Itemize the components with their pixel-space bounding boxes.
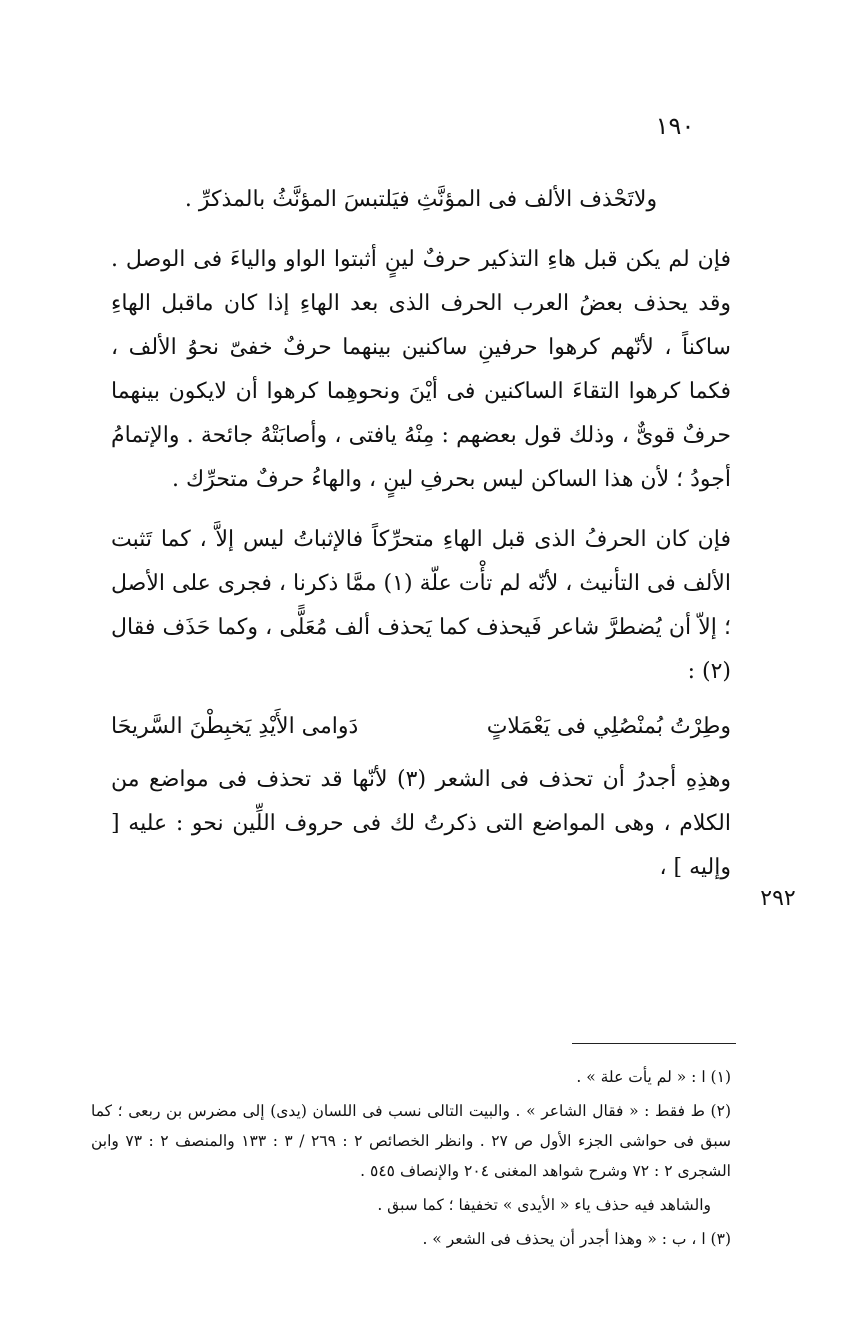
- paragraph-1: فإن لم يكن قبل هاءِ التذكير حرفٌ لينٍ أثبتوا الواو والياءَ فى الوصل . وقد يحذف بعضُ العرب الحرف الذى بعد الهاءِ إذا كان ماقبل الهاءِ ساكناً ، لأنّهم كرهوا حرفينِ ساكنين بينهما حرفٌ خفىّ نحوُ الألف ، فكما كرهوا التقاءَ الساكنين فى أيْنَ ونحوهِما كرهوا أن لايكون بينهما حرفٌ قوىٌّ ، وذلك قول بعضهم : مِنْهُ يافتى ، وأصابَتْهُ جائحة . والإتمامُ أجودُ ؛ لأن هذا الساكن ليس بحرفِ لينٍ ، والهاءُ حرفٌ متحرِّك .: [111, 247, 731, 492]
- opening-line: ولاتَحْذف الألف فى المؤنَّثِ فيَلتبسَ المؤنَّثُ بالمذكرِّ .: [184, 187, 658, 212]
- verse-first-hemistich: وطِرْتُ بُمنْصُلِي فى يَعْمَلاتٍ: [486, 714, 731, 739]
- paragraph-3: وهذِهِ أجدرُ أن تحذف فى الشعر (٣) لأنّها قد تحذف فى مواضع من الكلام ، وهى المواضع التى ذكرتُ لك فى حروف اللِّين نحو : عليه [ وإليه ] ،: [111, 767, 731, 880]
- footnotes: [91, 1062, 731, 1258]
- footnote-2: (٢) ط فقط : « فقال الشاعر » . والبيت التالى نسب فى اللسان (يدى) إلى مضرس بن ربعى ؛ كما سبق فى حواشى الجزء الأول ص ٢٧ . وانظر الخصائص ٢ : ٢٦٩ / ٣ : ١٣٣ والمنصف ٢ : ٧٣ وابن الشجرى ٢ : ٧٢ وشرح شواهد المغنى ٢٠٤ والإنصاف ٥٤٥ .: [91, 1102, 732, 1180]
- paragraph-2: فإن كان الحرفُ الذى قبل الهاءِ متحرِّكاً فالإثباتُ ليس إلاَّ ، كما تَثبت الألف فى التأنيث ، لأنّه لم تأْت علّة (١) ممَّا ذكرنا ، فجرى على الأصل ؛ إلاّ أن يُضطرَّ شاعر فَيحذف كما يَحذف ألف مُعَلًّى ، وكما حَذَف فقال (٢) :: [111, 527, 731, 684]
- page-number: ١٩٠: [655, 112, 695, 140]
- footnote-3: (٣) ا ، ب : « وهذا أجدر أن يحذف فى الشعر » .: [422, 1230, 731, 1248]
- footnote-1: (١) ا : « لم يأت علة » .: [576, 1068, 731, 1086]
- footnote-divider: [572, 1043, 736, 1044]
- margin-reference-number: ٢٩٢: [760, 886, 796, 911]
- verse-second-hemistich: دَوامى الأَيْدِ يَخبِطْنَ السَّريحَا: [111, 714, 359, 739]
- footnote-2-note: والشاهد فيه حذف ياء « الأيدى » تخفيفا ؛ كما سبق .: [377, 1196, 711, 1214]
- poetry-verse: [111, 704, 731, 750]
- main-text: [111, 178, 731, 890]
